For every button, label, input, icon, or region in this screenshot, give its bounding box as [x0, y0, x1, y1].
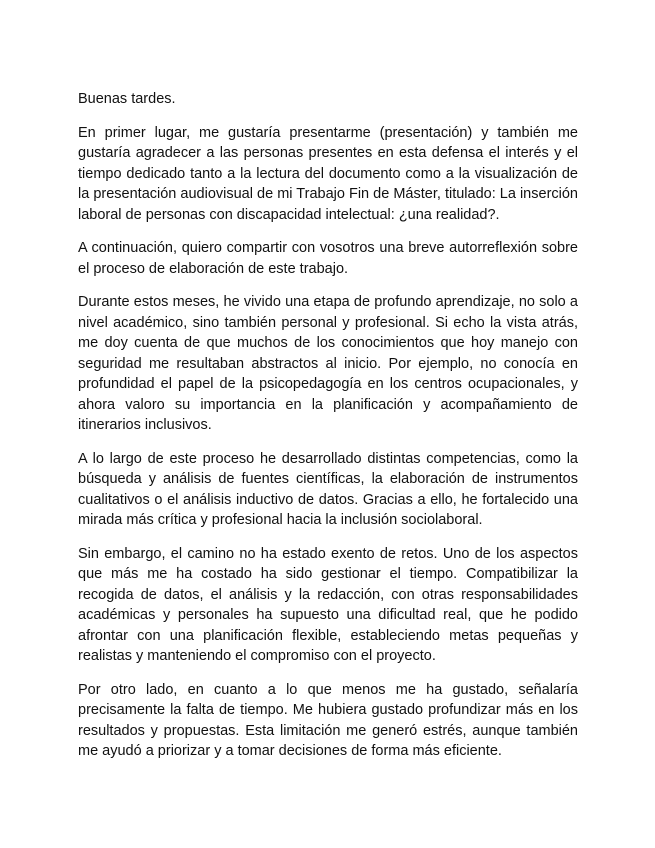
paragraph-learning: Durante estos meses, he vivido una etapa de profundo aprendizaje, no solo a nivel académico, sino también personal y profesional. Si echo la vista atrás, me doy cuenta de que muchos de los conocimientos que hoy manejo con seguridad me resultaban abstractos al inicio. Por ejemplo, no conocía en profundidad el papel de la psicopedagogía en los centros ocupacionales, y ahora valoro su importancia en la planificación y acompañamiento de itinerarios inclusivos. [78, 294, 578, 433]
paragraph-introduction: En primer lugar, me gustaría presentarme (presentación) y también me gustaría agradecer a las personas presentes en esta defensa el interés y el tiempo dedicado tanto a la lectura del documento como a la visualización de la presentación audiovisual de mi Trabajo Fin de Máster, titulado: La inserción laboral de personas con discapacidad intelectual: ¿una realidad?. [78, 124, 578, 223]
document-body [78, 89, 578, 775]
paragraph-challenges: Sin embargo, el camino no ha estado exento de retos. Uno de los aspectos que más me ha costado ha sido gestionar el tiempo. Compatibilizar la recogida de datos, el análisis y la redacción, con otras responsabilidades académicas y personales ha supuesto una dificultad real, que he podido afrontar con una planificación flexible, estableciendo metas pequeñas y realistas y manteniendo el compromiso con el proyecto. [78, 545, 578, 664]
paragraph-self-reflection: A continuación, quiero compartir con vosotros una breve autorreflexión sobre el proceso de elaboración de este trabajo. [78, 240, 578, 277]
paragraph-competencies: A lo largo de este proceso he desarrollado distintas competencias, como la búsqueda y análisis de fuentes científicas, la elaboración de instrumentos cualitativos o el análisis inductivo de datos. Gracias a ello, he fortalecido una mirada más crítica y profesional hacia la inclusión sociolaboral. [78, 450, 578, 528]
greeting: Buenas tardes. [78, 91, 176, 107]
paragraph-dislikes: Por otro lado, en cuanto a lo que menos me ha gustado, señalaría precisamente la falta de tiempo. Me hubiera gustado profundizar más en los resultados y propuestas. Esta limitación me generó estrés, aunque también me ayudó a priorizar y a tomar decisiones de forma más eficiente. [78, 681, 578, 759]
